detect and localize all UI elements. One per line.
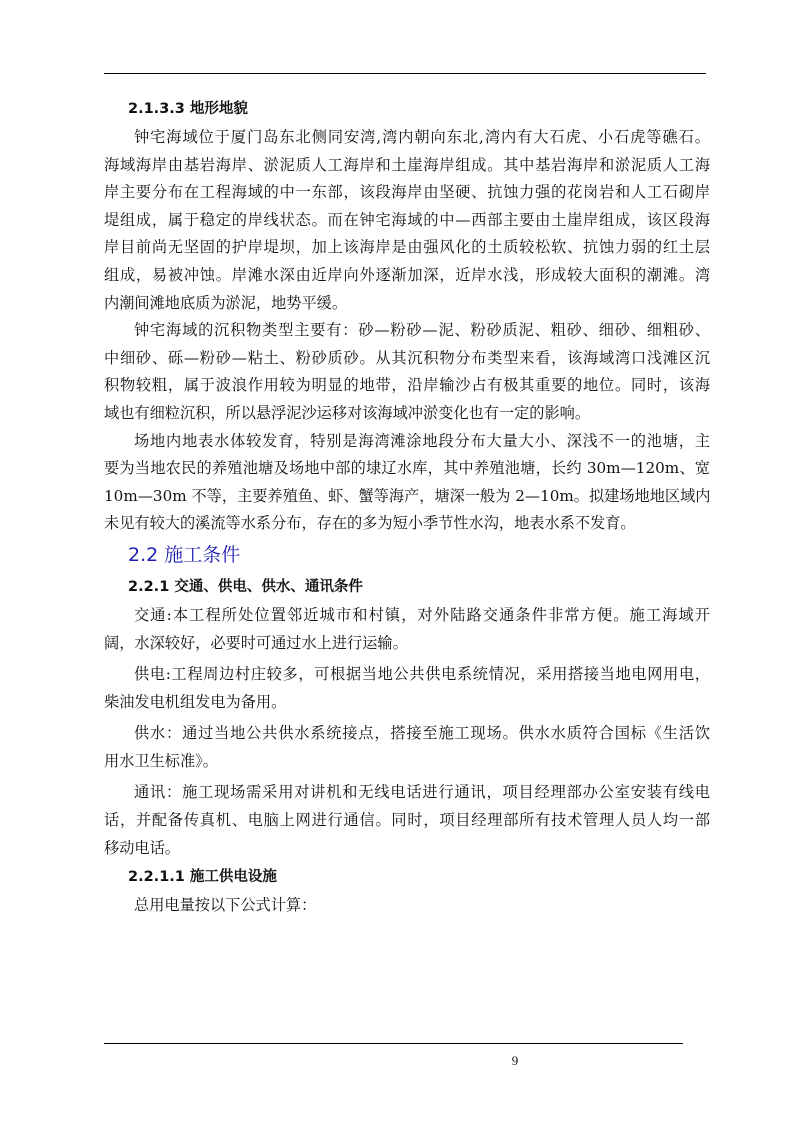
paragraph-terrain — [104, 124, 710, 317]
document-body — [104, 94, 710, 920]
paragraph-communication — [104, 779, 710, 862]
text-line: 通讯：施工现场需采用对讲机和无线电话进行通讯，项目经理部办公室安装有线电 — [134, 783, 710, 802]
text-line: 中细砂、砾—粉砂—粘土、粉砂质砂。从其沉积物分布类型来看，该海域湾口浅滩区沉 — [104, 348, 710, 367]
text-line: 岸目前尚无坚固的护岸堤坝，加上该海岸是由强风化的土质较松软、抗蚀力弱的红土层 — [104, 238, 710, 257]
text-line: 内潮间滩地底质为淤泥，地势平缓。 — [104, 293, 347, 312]
paragraph-surface-water — [104, 428, 710, 538]
heading-2-2-1-1: 2.2.1.1 施工供电设施 — [128, 869, 277, 886]
header-rule — [104, 73, 706, 74]
text-line: 未见有较大的溪流等水系分布，存在的多为短小季节性水沟，地表水系不发育。 — [104, 514, 636, 533]
page-number: 9 — [511, 1053, 519, 1068]
text-line: 钟宅海域的沉积物类型主要有：砂—粉砂—泥、粉砂质泥、粗砂、细砂、细粗砂、 — [134, 321, 710, 340]
text-line: 域也有细粒沉积，所以悬浮泥沙运移对该海域冲淤变化也有一定的影响。 — [104, 403, 590, 422]
text-line: 组成，易被冲蚀。岸滩水深由近岸向外逐渐加深，近岸水浅，形成较大面积的潮滩。湾 — [104, 265, 710, 284]
heading-2-1-3-3: 2.1.3.3 地形地貌 — [128, 101, 248, 117]
text-line: 要为当地农民的养殖池塘及场地中部的埭辽水库，其中养殖池塘，长约 30m—120m、宽 — [104, 459, 710, 478]
text-line: 总用电量按以下公式计算： — [134, 896, 317, 915]
text-line: 积物较粗，属于波浪作用较为明显的地带，沿岸输沙占有极其重要的地位。同时，该海 — [104, 376, 710, 395]
text-line: 供水：通过当地公共供水系统接点，搭接至施工现场。供水水质符合国标《生活饮 — [134, 724, 710, 743]
text-line: 海域海岸由基岩海岸、淤泥质人工海岸和土崖海岸组成。其中基岩海岸和淤泥质人工海 — [104, 155, 710, 174]
footer-rule — [104, 1043, 683, 1044]
text-line: 钟宅海域位于厦门岛东北侧同安湾,湾内朝向东北,湾内有大石虎、小石虎等礁石。 — [134, 128, 710, 146]
text-line: 堤组成，属于稳定的岸线状态。而在钟宅海域的中—西部主要由土崖岸组成，该区段海 — [104, 210, 710, 229]
paragraph-power — [104, 661, 710, 716]
text-line: 交通:本工程所处位置邻近城市和村镇，对外陆路交通条件非常方便。施工海域开 — [134, 605, 710, 624]
paragraph-sediment — [104, 317, 710, 427]
heading-2-2: 2.2 施工条件 — [128, 543, 241, 566]
paragraph-traffic — [104, 602, 710, 657]
text-line: 岸主要分布在工程海域的中一东部，该段海岸由坚硬、抗蚀力强的花岗岩和人工石砌岸 — [104, 183, 710, 202]
text-line: 场地内地表水体较发育，特别是海湾滩涂地段分布大量大小、深浅不一的池塘，主 — [134, 431, 710, 450]
text-line: 10m—30m 不等，主要养殖鱼、虾、蟹等海产，塘深一般为 2—10m。拟建场地地区域内 — [104, 486, 710, 505]
text-line: 柴油发电机组发电为备用。 — [104, 692, 287, 711]
text-line: 用水卫生标准》。 — [104, 751, 218, 770]
heading-2-2-1: 2.2.1 交通、供电、供水、通讯条件 — [128, 578, 363, 595]
text-line: 阔，水深较好，必要时可通过水上进行运输。 — [104, 633, 408, 652]
paragraph-water — [104, 720, 710, 775]
text-line: 话，并配备传真机、电脑上网进行通信。同时，项目经理部所有技术管理人员人均一部 — [104, 811, 710, 830]
text-line: 供电:工程周边村庄较多，可根据当地公共供电系统情况，采用搭接当地电网用电， — [134, 665, 710, 684]
text-line: 移动电话。 — [104, 838, 180, 857]
